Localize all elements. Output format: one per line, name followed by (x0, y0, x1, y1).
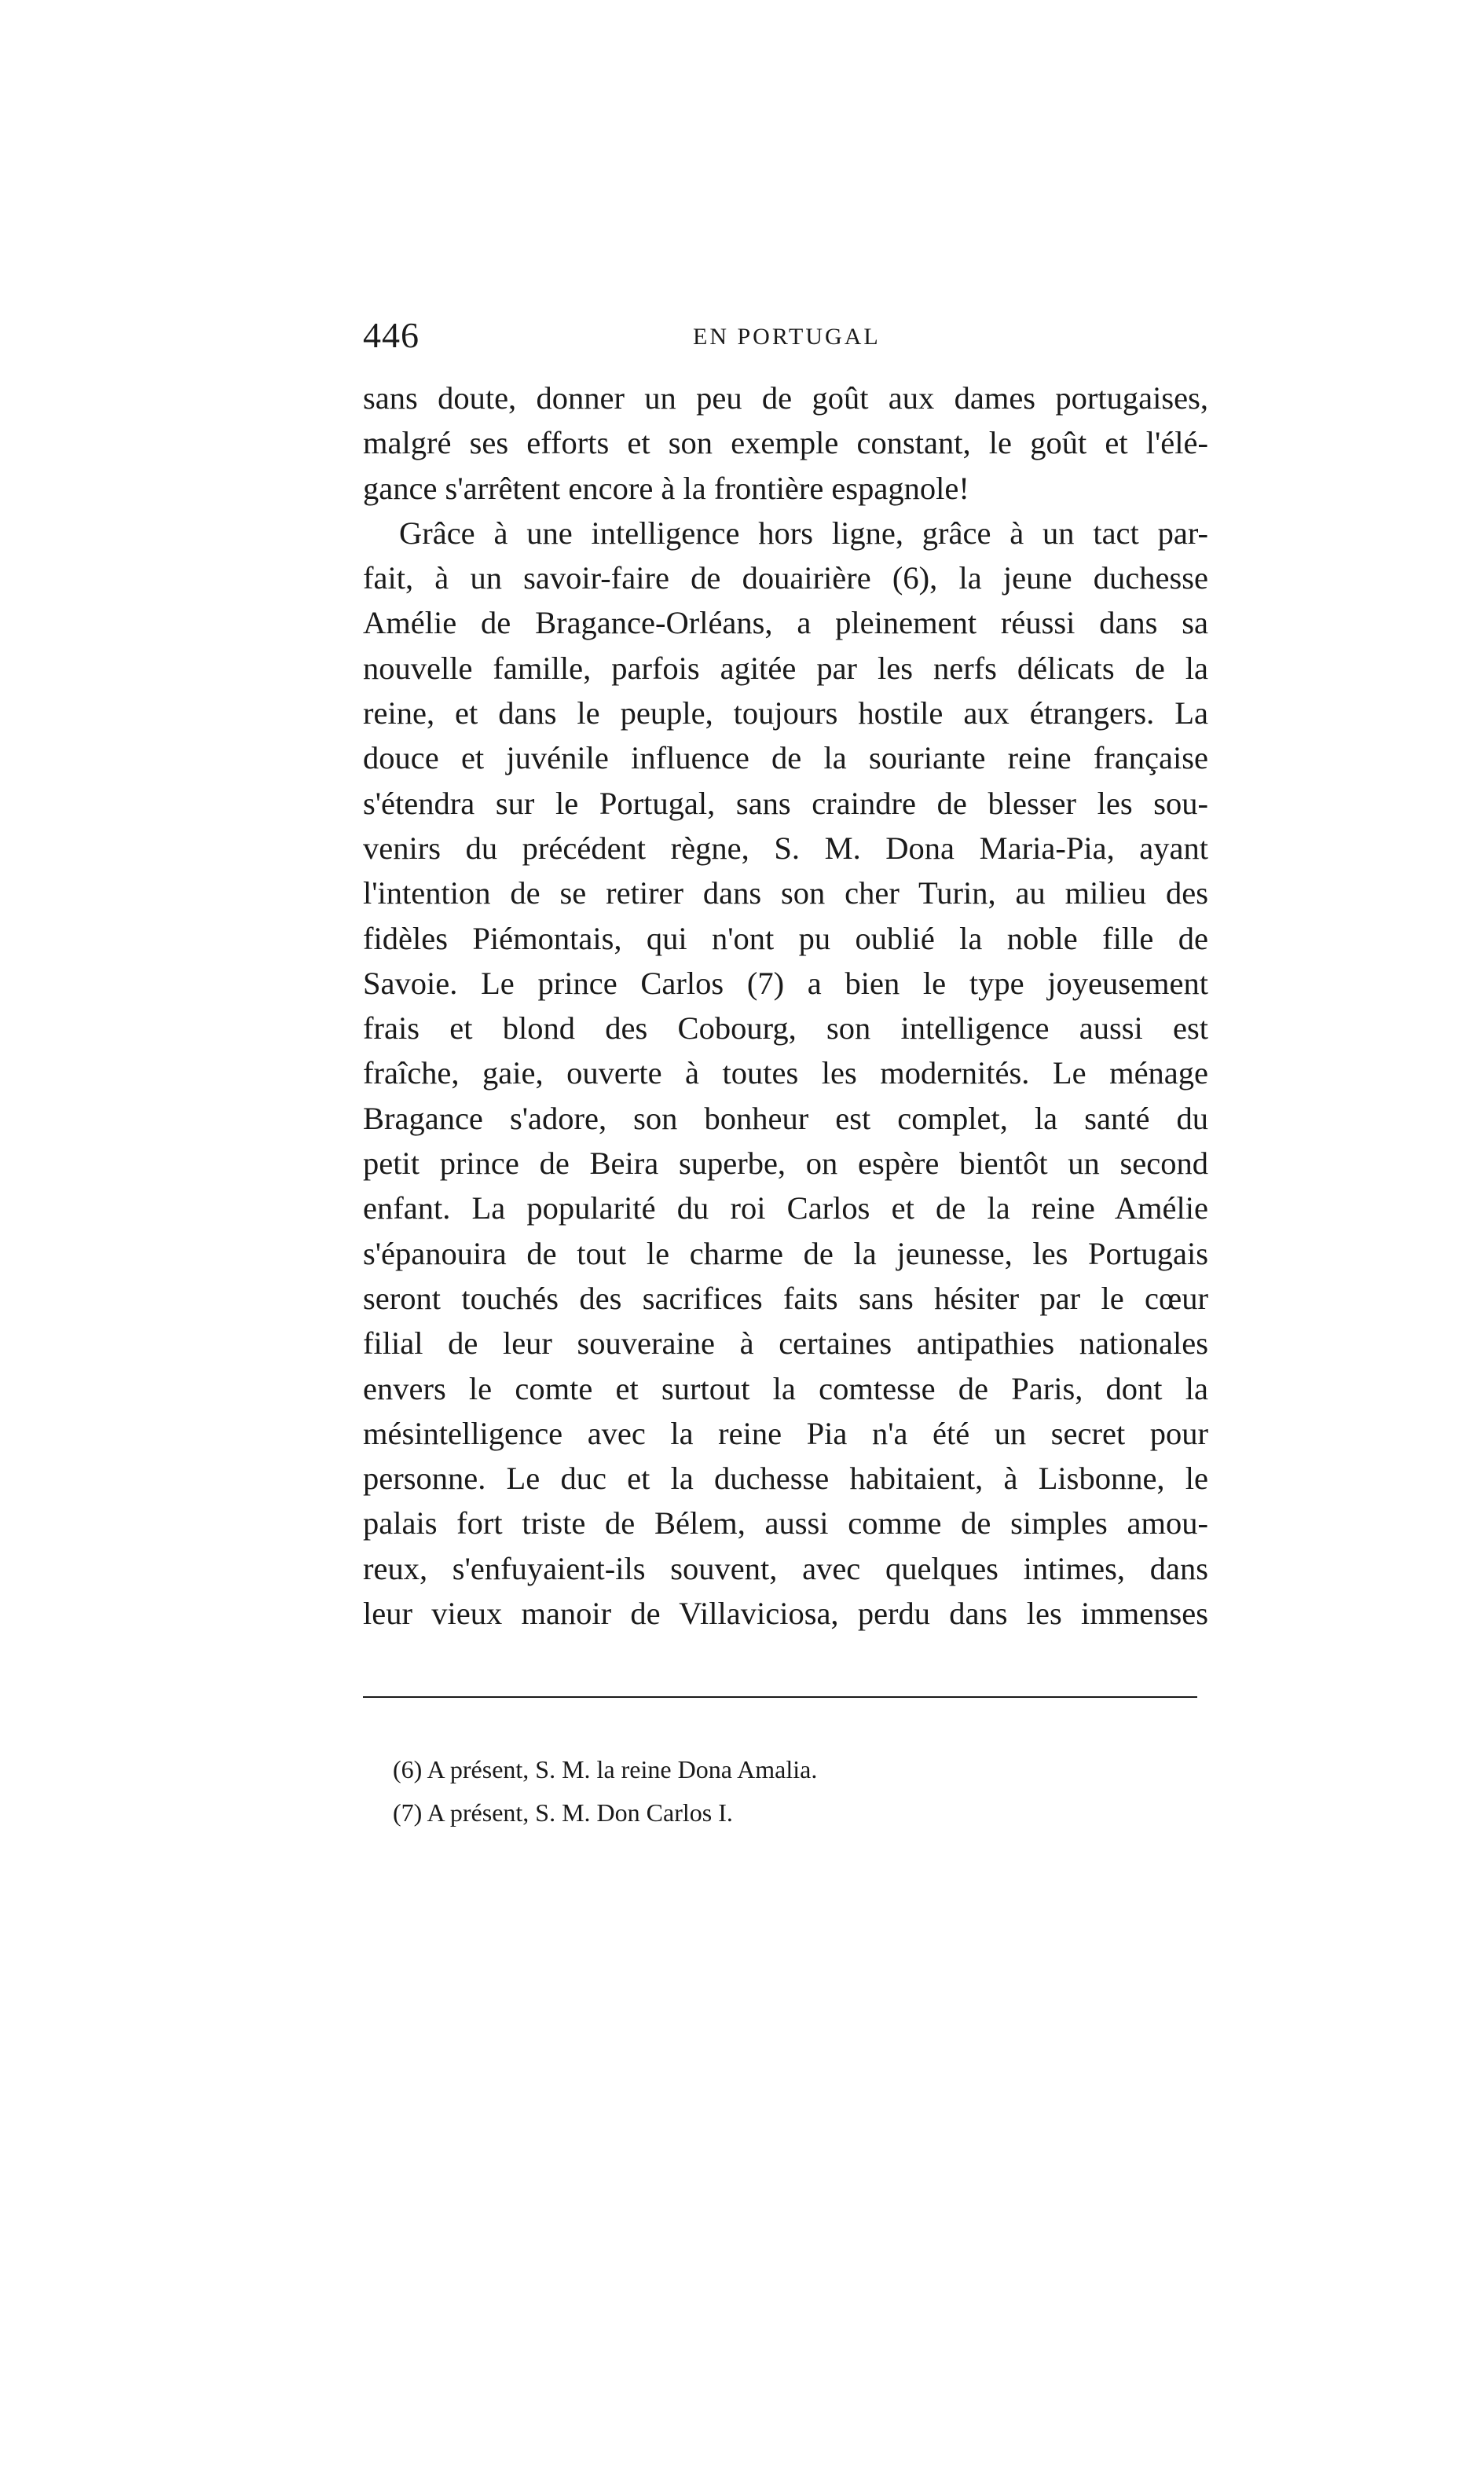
footnote: (7) A présent, S. M. Don Carlos I. (393, 1798, 733, 1827)
text-line: douce et juvénile influence de la souriante reine française (363, 740, 1208, 776)
text-line: filial de leur souveraine à certaines antipathies nationales (363, 1325, 1208, 1362)
text-line: petit prince de Beira superbe, on espère bientôt un second (363, 1146, 1208, 1182)
text-line: venirs du précédent règne, S. M. Dona Maria-Pia, ayant (363, 830, 1208, 866)
text-line: Bragance s'adore, son bonheur est complet, la santé du (363, 1100, 1208, 1136)
text-line: s'étendra sur le Portugal, sans craindre de blesser les sou- (363, 785, 1208, 821)
text-line: mésintelligence avec la reine Pia n'a été un secret pour (363, 1415, 1208, 1451)
text-line: nouvelle famille, parfois agitée par les nerfs délicats de la (363, 650, 1208, 686)
text-line: fait, à un savoir-faire de douairière (6), la jeune duchesse (363, 560, 1208, 596)
text-line: Savoie. Le prince Carlos (7) a bien le type joyeusement (363, 965, 1208, 1001)
text-line: reine, et dans le peuple, toujours hostile aux étrangers. La (363, 695, 1208, 731)
text-line: Grâce à une intelligence hors ligne, grâce à un tact par- (399, 515, 1208, 551)
text-line: s'épanouira de tout le charme de la jeunesse, les Portugais (363, 1235, 1208, 1271)
text-line: leur vieux manoir de Villaviciosa, perdu dans les immenses (363, 1596, 1208, 1632)
page-header (363, 314, 1208, 361)
page-number: 446 (363, 315, 420, 355)
text-line: seront touchés des sacrifices faits sans hésiter par le cœur (363, 1280, 1208, 1316)
text-line: enfant. La popularité du roi Carlos et de la reine Amélie (363, 1190, 1208, 1226)
text-line: malgré ses efforts et son exemple constant, le goût et l'élé- (363, 425, 1208, 461)
text-line: fraîche, gaie, ouverte à toutes les modernités. Le ménage (363, 1055, 1208, 1091)
text-line: fidèles Piémontais, qui n'ont pu oublié la noble fille de (363, 920, 1208, 956)
text-line: palais fort triste de Bélem, aussi comme de simples amou- (363, 1505, 1208, 1541)
text-line: Amélie de Bragance-Orléans, a pleinement réussi dans sa (363, 605, 1208, 641)
footnotes (393, 1748, 1100, 1835)
text-line: frais et blond des Cobourg, son intelligence aussi est (363, 1010, 1208, 1047)
footnote-divider (363, 1696, 1197, 1698)
text-line: sans doute, donner un peu de goût aux dames portugaises, (363, 380, 1208, 416)
text-line: reux, s'enfuyaient-ils souvent, avec quelques intimes, dans (363, 1550, 1208, 1586)
text-line: gance s'arrêtent encore à la frontière espagnole! (363, 470, 969, 506)
text-line: personne. Le duc et la duchesse habitaient, à Lisbonne, le (363, 1461, 1208, 1497)
body-text (363, 376, 1208, 1636)
running-title: EN PORTUGAL (693, 324, 881, 350)
footnote: (6) A présent, S. M. la reine Dona Amalia. (393, 1755, 818, 1783)
text-line: l'intention de se retirer dans son cher Turin, au milieu des (363, 875, 1208, 911)
text-line: envers le comte et surtout la comtesse de Paris, dont la (363, 1370, 1208, 1406)
